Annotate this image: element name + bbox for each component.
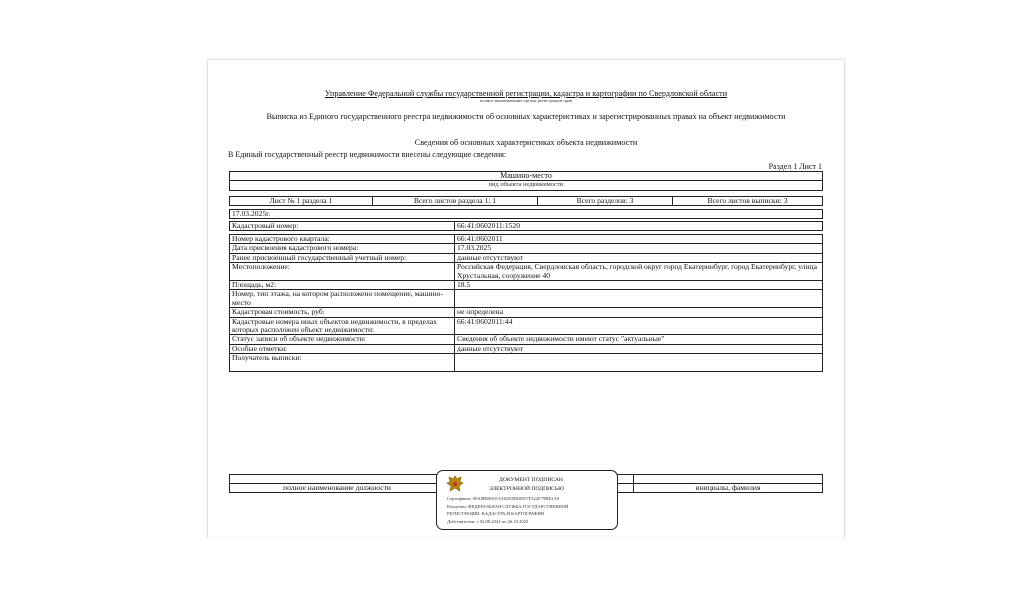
row-value	[455, 354, 823, 372]
table-row	[230, 335, 823, 344]
extract-title: Выписка из Единого государственного реестра недвижимости об основных характеристиках и зарегистрированных правах на объект недвижимости	[266, 112, 786, 121]
cadastral-number-label: Кадастровый номер:	[230, 222, 455, 231]
row-label: Особые отметки:	[230, 344, 455, 353]
date-table	[229, 209, 823, 219]
row-value: не определена	[455, 308, 823, 317]
row-value: Российская Федерация, Свердловская область, городской округ город Екатеринбург, город Екатеринбург, улица Хрустальная, сооружение 40	[455, 263, 823, 281]
row-value: 18.5	[455, 281, 823, 290]
row-value: 66:41:0602011:44	[455, 317, 823, 335]
electronic-signature-stamp	[436, 470, 618, 530]
table-row	[230, 354, 823, 372]
characteristics-table	[229, 234, 823, 372]
razdel-label: Раздел 1 Лист 1	[768, 162, 822, 171]
eagle-emblem-icon	[445, 474, 465, 496]
sheet-info-table	[229, 196, 823, 206]
object-type-caption: вид объекта недвижимости	[230, 181, 823, 190]
row-value: Сведения об объекте недвижимости имеют статус "актуальные"	[455, 335, 823, 344]
stamp-owner2: РЕГИСТРАЦИИ, КАДАСТРА И КАРТОГРАФИИ	[447, 511, 545, 516]
total-sheets-extract: Всего листов выписки: 3	[673, 197, 823, 206]
total-sections: Всего разделов: 3	[538, 197, 673, 206]
row-label: Номер кадастрового квартала:	[230, 235, 455, 244]
table-row	[230, 290, 823, 308]
row-label: Дата присвоения кадастрового номера:	[230, 244, 455, 253]
stamp-certificate: Сертификат: 00A9B0E5013A02D5D68357F322F79BE2A9	[447, 496, 560, 501]
row-value	[455, 290, 823, 308]
table-row	[230, 244, 823, 253]
intro-text: В Единый государственный реестр недвижимости внесены следующие сведения:	[228, 150, 507, 159]
row-label: Кадастровые номера иных объектов недвижимости, в пределах которых расположен объект недвижимости:	[230, 317, 455, 335]
table-row	[230, 344, 823, 353]
row-label: Получатель выписки:	[230, 354, 455, 372]
row-label: Площадь, м2:	[230, 281, 455, 290]
cadastral-number-value: 66:41:0602011:1520	[455, 222, 823, 231]
row-label: Статус записи об объекте недвижимости:	[230, 335, 455, 344]
row-value: 66:41:0602011	[455, 235, 823, 244]
object-type: Машино-место	[230, 172, 823, 181]
stamp-owner1: Владелец: ФЕДЕРАЛЬНАЯ СЛУЖБА ГОСУДАРСТВЕННОЙ	[447, 504, 569, 509]
initials-caption: инициалы, фамилия	[634, 484, 823, 493]
section-title: Сведения об основных характеристиках объекта недвижимости	[414, 138, 638, 147]
document-page	[207, 59, 845, 538]
authority-caption: полное наименование органа регистрации прав	[479, 98, 573, 103]
table-row	[230, 317, 823, 335]
extract-date: 17.03.2025г.	[230, 210, 823, 219]
row-label: Кадастровая стоимость, руб:	[230, 308, 455, 317]
object-type-table	[229, 171, 823, 191]
row-value: 17.03.2025	[455, 244, 823, 253]
table-row	[230, 308, 823, 317]
row-value: данные отсутствуют	[455, 253, 823, 262]
table-row	[230, 263, 823, 281]
row-label: Местоположение:	[230, 263, 455, 281]
authority-name: Управление Федеральной службы государственной регистрации, кадастра и картографии по Свердловской области	[324, 89, 728, 98]
sheet-number: Лист № 1 раздела 1	[230, 197, 373, 206]
row-label: Ранее присвоенный государственный учетный номер:	[230, 253, 455, 262]
stamp-line1: ДОКУМЕНТ ПОДПИСАН	[499, 477, 563, 483]
row-label: Номер, тип этажа, на котором расположено помещение, машино-место	[230, 290, 455, 308]
cadastral-number-table	[229, 221, 823, 231]
row-value: данные отсутствуют	[455, 344, 823, 353]
stamp-line2: ЭЛЕКТРОННОЙ ПОДПИСЬЮ	[489, 486, 564, 492]
total-sheets-section: Всего листов раздела 1: 1	[373, 197, 538, 206]
stamp-validity: Действителен: с 02.08.2024 по 26.10.2025	[447, 519, 529, 524]
position-caption: полное наименование должности	[230, 484, 445, 493]
